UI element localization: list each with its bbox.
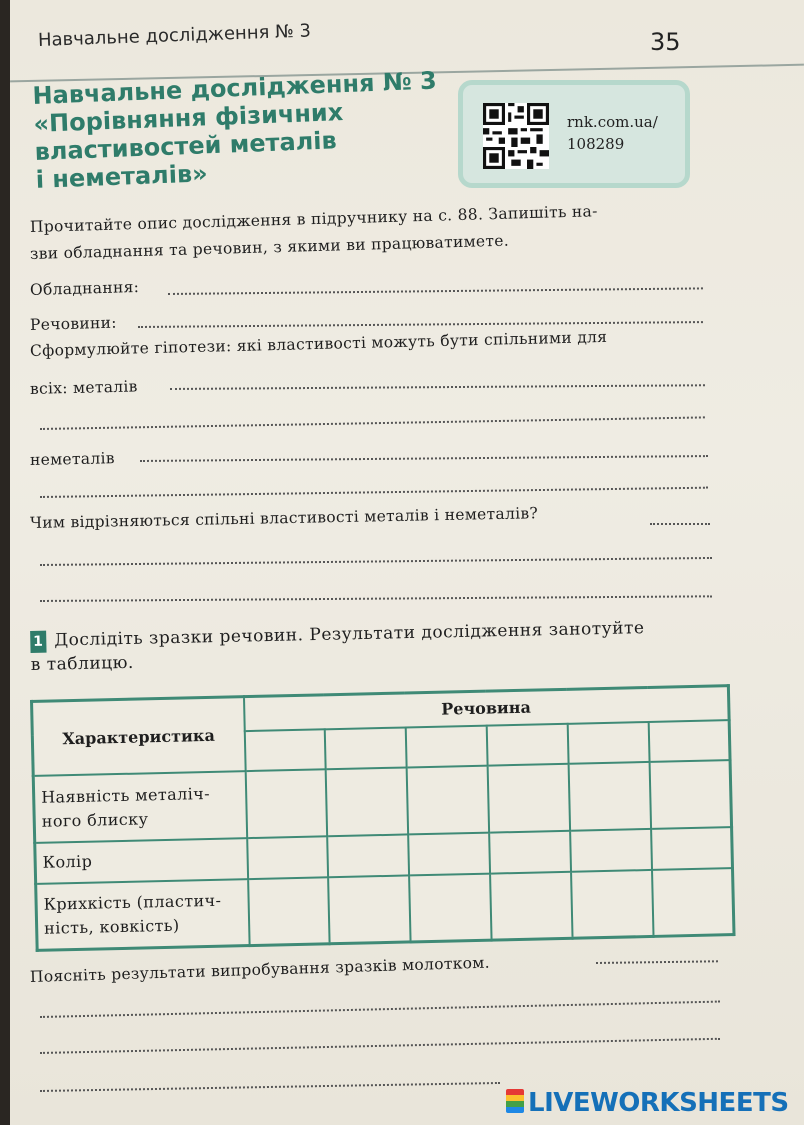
result-cell[interactable] [488,764,570,833]
liveworksheets-logo-icon [506,1089,524,1113]
result-cell[interactable] [409,873,491,942]
hammer-answer-line[interactable] [40,1038,720,1054]
qr-link-box [458,80,690,188]
result-cell[interactable] [649,761,731,830]
result-cell[interactable] [571,870,653,939]
result-cell[interactable] [245,770,327,839]
substance-name-cell[interactable] [244,729,326,771]
result-cell[interactable] [328,835,410,877]
result-cell[interactable] [570,829,652,871]
task-1 [30,611,731,674]
row-label: Наявність металіч- ного блиску [33,772,246,844]
intro-line: зви обладнання та речовин, з якими ви працюватимете. [29,231,510,263]
hammer-question: Поясніть результати випробування зразків молотком. [29,953,491,986]
result-cell[interactable] [408,833,490,875]
result-cell[interactable] [328,875,410,944]
nonmetals-label: неметалів [29,449,115,469]
nonmetals-answer-line[interactable] [40,487,708,498]
page-number: 35 [650,28,681,56]
result-cell[interactable] [651,827,733,869]
qr-code-icon[interactable] [483,103,549,169]
research-title [32,65,466,193]
substance-name-cell[interactable] [648,720,730,762]
substance-name-cell[interactable] [406,726,488,768]
title-line: і неметалів» [35,159,209,194]
row-label: Колір [35,838,248,883]
result-cell[interactable] [248,877,330,946]
substances-label: Речовини: [29,313,118,334]
hammer-answer-line[interactable] [40,1001,720,1018]
hypothesis-prompt: Сформулюйте гіпотези: які властивості можуть бути спільними для [29,327,608,360]
nonmetals-answer-line[interactable] [140,455,708,462]
qr-link-line: rnk.com.ua/ [567,113,658,131]
substance-header: Речовина [243,686,729,731]
hammer-answer-line[interactable] [40,1082,500,1092]
result-cell[interactable] [568,762,650,831]
results-table-wrapper [30,684,736,952]
intro-line: Прочитайте опис дослідження в підручнику на с. 88. Запишіть на- [29,202,598,236]
difference-answer-line[interactable] [40,595,712,602]
substance-name-cell[interactable] [567,722,649,764]
substance-name-cell[interactable] [487,724,569,766]
title-line: властивостей металів [34,126,338,166]
result-cell[interactable] [490,871,572,940]
liveworksheets-watermark: LIVEWORKSHEETS [506,1088,789,1118]
difference-question: Чим відрізняються спільні властивості металів і неметалів? [29,504,539,532]
result-cell[interactable] [247,836,329,878]
result-cell[interactable] [407,766,489,835]
qr-link-line: 108289 [567,135,625,153]
task-text-line: Дослідіть зразки речовин. Результати дослідження занотуйте [54,618,645,651]
task-text-line: в таблицю. [30,652,135,675]
task-number-badge: 1 [30,630,46,652]
result-cell[interactable] [652,868,734,937]
equipment-answer-line[interactable] [168,287,703,295]
row-label: Крихкість (пластич- ність, ковкість) [36,879,249,951]
metals-answer-line[interactable] [40,416,705,430]
equipment-label: Обладнання: [29,277,140,299]
hammer-answer-line[interactable] [596,960,718,964]
workbook-page [10,0,804,1125]
metals-answer-line[interactable] [170,384,705,390]
result-cell[interactable] [489,831,571,873]
qr-link-text[interactable] [567,111,658,155]
metals-label: всіх: металів [29,377,138,398]
characteristic-header: Характеристика [32,697,246,777]
substance-name-cell[interactable] [325,727,407,769]
title-line: Навчальне дослідження № 3 [32,66,438,110]
result-cell[interactable] [326,768,408,837]
title-line: «Порівняння фізичних [33,98,344,138]
difference-answer-line[interactable] [650,523,710,525]
difference-answer-line[interactable] [40,557,712,566]
results-table [30,684,736,952]
running-head: Навчальне дослідження № 3 [37,20,312,51]
